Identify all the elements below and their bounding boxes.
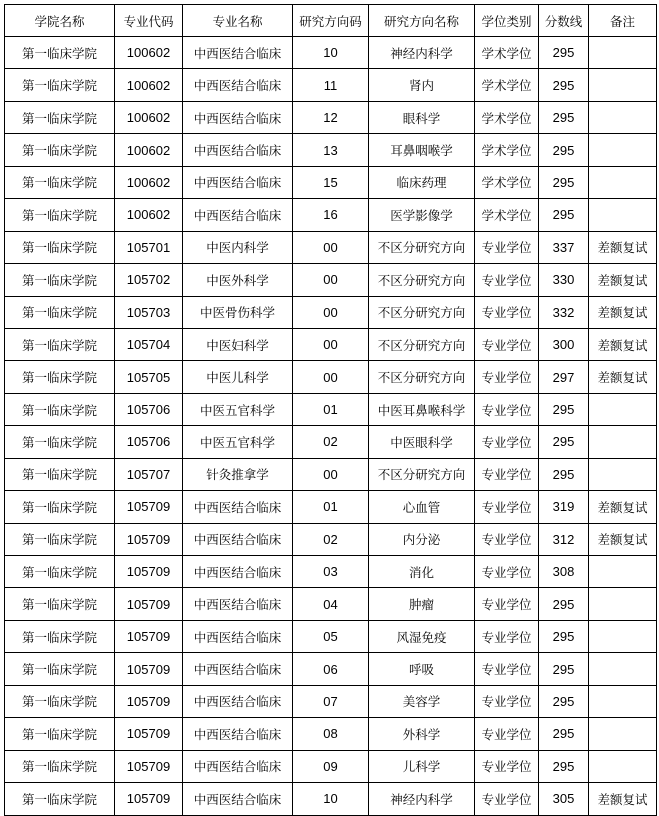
direction-code-cell: 00 [293, 361, 369, 393]
direction-name-cell: 不区分研究方向 [369, 458, 475, 490]
college-cell: 第一临床学院 [5, 296, 115, 328]
major-code-cell: 105706 [115, 426, 183, 458]
direction-code-cell: 00 [293, 458, 369, 490]
table-row [5, 620, 657, 652]
direction-code-cell: 04 [293, 588, 369, 620]
major-name-cell: 中西医结合临床 [183, 37, 293, 69]
remark-cell [589, 393, 657, 425]
college-cell: 第一临床学院 [5, 264, 115, 296]
college-cell: 第一临床学院 [5, 783, 115, 815]
header-degree-type: 学位类别 [475, 5, 539, 37]
direction-code-cell: 13 [293, 134, 369, 166]
remark-cell [589, 458, 657, 490]
direction-name-cell: 神经内科学 [369, 37, 475, 69]
major-code-cell: 100602 [115, 199, 183, 231]
college-cell: 第一临床学院 [5, 458, 115, 490]
direction-code-cell: 11 [293, 69, 369, 101]
major-code-cell: 105709 [115, 491, 183, 523]
score-line-cell: 295 [539, 588, 589, 620]
remark-cell [589, 37, 657, 69]
major-name-cell: 中西医结合临床 [183, 620, 293, 652]
remark-cell [589, 685, 657, 717]
college-cell: 第一临床学院 [5, 750, 115, 782]
major-code-cell: 105709 [115, 556, 183, 588]
header-row [5, 5, 657, 37]
remark-cell: 差额复试 [589, 523, 657, 555]
remark-cell [589, 134, 657, 166]
degree-type-cell: 学术学位 [475, 69, 539, 101]
major-code-cell: 105707 [115, 458, 183, 490]
table-body [5, 37, 657, 816]
college-cell: 第一临床学院 [5, 134, 115, 166]
major-code-cell: 100602 [115, 134, 183, 166]
degree-type-cell: 专业学位 [475, 328, 539, 360]
major-name-cell: 中西医结合临床 [183, 750, 293, 782]
score-line-cell: 295 [539, 37, 589, 69]
college-cell: 第一临床学院 [5, 199, 115, 231]
degree-type-cell: 学术学位 [475, 134, 539, 166]
direction-code-cell: 10 [293, 37, 369, 69]
major-name-cell: 中西医结合临床 [183, 653, 293, 685]
remark-cell: 差额复试 [589, 491, 657, 523]
score-line-cell: 295 [539, 199, 589, 231]
major-code-cell: 105705 [115, 361, 183, 393]
table-row [5, 588, 657, 620]
remark-cell [589, 69, 657, 101]
table-row [5, 328, 657, 360]
college-cell: 第一临床学院 [5, 393, 115, 425]
table-row [5, 199, 657, 231]
major-name-cell: 中医五官科学 [183, 426, 293, 458]
direction-name-cell: 神经内科学 [369, 783, 475, 815]
major-code-cell: 105709 [115, 523, 183, 555]
direction-code-cell: 15 [293, 166, 369, 198]
degree-type-cell: 专业学位 [475, 426, 539, 458]
degree-type-cell: 专业学位 [475, 653, 539, 685]
major-name-cell: 中医妇科学 [183, 328, 293, 360]
direction-code-cell: 12 [293, 101, 369, 133]
major-code-cell: 105709 [115, 783, 183, 815]
direction-code-cell: 16 [293, 199, 369, 231]
direction-name-cell: 肾内 [369, 69, 475, 101]
remark-cell: 差额复试 [589, 361, 657, 393]
header-major-name: 专业名称 [183, 5, 293, 37]
direction-code-cell: 08 [293, 718, 369, 750]
score-line-cell: 295 [539, 718, 589, 750]
table-row [5, 296, 657, 328]
major-code-cell: 100602 [115, 37, 183, 69]
direction-name-cell: 耳鼻咽喉学 [369, 134, 475, 166]
direction-name-cell: 中医耳鼻喉科学 [369, 393, 475, 425]
direction-name-cell: 肿瘤 [369, 588, 475, 620]
score-line-cell: 337 [539, 231, 589, 263]
direction-name-cell: 儿科学 [369, 750, 475, 782]
score-line-cell: 295 [539, 166, 589, 198]
college-cell: 第一临床学院 [5, 620, 115, 652]
college-cell: 第一临床学院 [5, 328, 115, 360]
major-code-cell: 105709 [115, 750, 183, 782]
score-line-cell: 295 [539, 458, 589, 490]
score-line-cell: 295 [539, 426, 589, 458]
college-cell: 第一临床学院 [5, 37, 115, 69]
direction-name-cell: 美容学 [369, 685, 475, 717]
direction-code-cell: 00 [293, 264, 369, 296]
remark-cell [589, 718, 657, 750]
college-cell: 第一临床学院 [5, 101, 115, 133]
direction-code-cell: 00 [293, 296, 369, 328]
degree-type-cell: 专业学位 [475, 361, 539, 393]
remark-cell [589, 588, 657, 620]
major-name-cell: 中西医结合临床 [183, 69, 293, 101]
direction-name-cell: 不区分研究方向 [369, 264, 475, 296]
major-name-cell: 中西医结合临床 [183, 199, 293, 231]
major-code-cell: 105704 [115, 328, 183, 360]
direction-code-cell: 00 [293, 328, 369, 360]
remark-cell [589, 750, 657, 782]
table-row [5, 264, 657, 296]
college-cell: 第一临床学院 [5, 523, 115, 555]
score-line-cell: 332 [539, 296, 589, 328]
degree-type-cell: 专业学位 [475, 685, 539, 717]
major-code-cell: 105701 [115, 231, 183, 263]
college-cell: 第一临床学院 [5, 653, 115, 685]
table-row [5, 166, 657, 198]
table-row [5, 37, 657, 69]
score-line-cell: 297 [539, 361, 589, 393]
major-name-cell: 中医内科学 [183, 231, 293, 263]
direction-name-cell: 医学影像学 [369, 199, 475, 231]
major-name-cell: 中西医结合临床 [183, 134, 293, 166]
degree-type-cell: 专业学位 [475, 458, 539, 490]
direction-name-cell: 不区分研究方向 [369, 231, 475, 263]
score-line-cell: 300 [539, 328, 589, 360]
college-cell: 第一临床学院 [5, 718, 115, 750]
major-name-cell: 针灸推拿学 [183, 458, 293, 490]
direction-code-cell: 09 [293, 750, 369, 782]
score-line-cell: 305 [539, 783, 589, 815]
degree-type-cell: 专业学位 [475, 620, 539, 652]
table-row [5, 361, 657, 393]
direction-name-cell: 中医眼科学 [369, 426, 475, 458]
major-code-cell: 105709 [115, 653, 183, 685]
direction-name-cell: 呼吸 [369, 653, 475, 685]
score-line-cell: 295 [539, 653, 589, 685]
remark-cell [589, 653, 657, 685]
remark-cell: 差额复试 [589, 328, 657, 360]
degree-type-cell: 学术学位 [475, 101, 539, 133]
remark-cell [589, 199, 657, 231]
direction-code-cell: 01 [293, 393, 369, 425]
direction-name-cell: 外科学 [369, 718, 475, 750]
direction-code-cell: 06 [293, 653, 369, 685]
remark-cell: 差额复试 [589, 231, 657, 263]
major-code-cell: 100602 [115, 69, 183, 101]
degree-type-cell: 专业学位 [475, 296, 539, 328]
major-name-cell: 中医儿科学 [183, 361, 293, 393]
direction-name-cell: 风湿免疫 [369, 620, 475, 652]
degree-type-cell: 学术学位 [475, 37, 539, 69]
direction-name-cell: 消化 [369, 556, 475, 588]
score-line-cell: 295 [539, 393, 589, 425]
major-name-cell: 中西医结合临床 [183, 523, 293, 555]
direction-name-cell: 眼科学 [369, 101, 475, 133]
score-line-cell: 295 [539, 620, 589, 652]
score-line-cell: 308 [539, 556, 589, 588]
table-row [5, 393, 657, 425]
score-line-cell: 295 [539, 685, 589, 717]
major-name-cell: 中西医结合临床 [183, 588, 293, 620]
major-code-cell: 105709 [115, 588, 183, 620]
college-cell: 第一临床学院 [5, 491, 115, 523]
college-cell: 第一临床学院 [5, 426, 115, 458]
college-cell: 第一临床学院 [5, 361, 115, 393]
college-cell: 第一临床学院 [5, 231, 115, 263]
remark-cell [589, 426, 657, 458]
remark-cell: 差额复试 [589, 783, 657, 815]
major-code-cell: 105709 [115, 685, 183, 717]
major-code-cell: 100602 [115, 101, 183, 133]
degree-type-cell: 专业学位 [475, 588, 539, 620]
direction-code-cell: 05 [293, 620, 369, 652]
degree-type-cell: 专业学位 [475, 523, 539, 555]
direction-name-cell: 心血管 [369, 491, 475, 523]
remark-cell [589, 556, 657, 588]
table-row [5, 718, 657, 750]
remark-cell: 差额复试 [589, 264, 657, 296]
major-name-cell: 中医骨伤科学 [183, 296, 293, 328]
major-name-cell: 中西医结合临床 [183, 783, 293, 815]
major-code-cell: 105709 [115, 718, 183, 750]
direction-name-cell: 临床药理 [369, 166, 475, 198]
major-name-cell: 中西医结合临床 [183, 491, 293, 523]
college-cell: 第一临床学院 [5, 556, 115, 588]
degree-type-cell: 专业学位 [475, 718, 539, 750]
degree-type-cell: 专业学位 [475, 556, 539, 588]
score-line-cell: 295 [539, 134, 589, 166]
degree-type-cell: 学术学位 [475, 199, 539, 231]
header-score-line: 分数线 [539, 5, 589, 37]
direction-code-cell: 10 [293, 783, 369, 815]
major-code-cell: 100602 [115, 166, 183, 198]
direction-code-cell: 02 [293, 523, 369, 555]
table-row [5, 523, 657, 555]
degree-type-cell: 专业学位 [475, 491, 539, 523]
direction-code-cell: 07 [293, 685, 369, 717]
header-direction-code: 研究方向码 [293, 5, 369, 37]
table-row [5, 231, 657, 263]
direction-code-cell: 01 [293, 491, 369, 523]
degree-type-cell: 专业学位 [475, 750, 539, 782]
college-cell: 第一临床学院 [5, 685, 115, 717]
major-name-cell: 中西医结合临床 [183, 556, 293, 588]
college-cell: 第一临床学院 [5, 588, 115, 620]
header-remark: 备注 [589, 5, 657, 37]
table-row [5, 685, 657, 717]
college-cell: 第一临床学院 [5, 166, 115, 198]
header-college: 学院名称 [5, 5, 115, 37]
degree-type-cell: 学术学位 [475, 166, 539, 198]
table-header [5, 5, 657, 37]
remark-cell: 差额复试 [589, 296, 657, 328]
score-line-cell: 330 [539, 264, 589, 296]
table-row [5, 426, 657, 458]
major-name-cell: 中西医结合临床 [183, 718, 293, 750]
direction-code-cell: 00 [293, 231, 369, 263]
score-table [4, 4, 657, 816]
score-line-cell: 295 [539, 101, 589, 133]
direction-code-cell: 03 [293, 556, 369, 588]
header-direction-name: 研究方向名称 [369, 5, 475, 37]
remark-cell [589, 101, 657, 133]
major-code-cell: 105706 [115, 393, 183, 425]
score-line-cell: 295 [539, 69, 589, 101]
college-cell: 第一临床学院 [5, 69, 115, 101]
table-row [5, 101, 657, 133]
direction-name-cell: 内分泌 [369, 523, 475, 555]
table-row [5, 69, 657, 101]
degree-type-cell: 专业学位 [475, 231, 539, 263]
score-line-cell: 319 [539, 491, 589, 523]
degree-type-cell: 专业学位 [475, 264, 539, 296]
direction-code-cell: 02 [293, 426, 369, 458]
major-name-cell: 中医外科学 [183, 264, 293, 296]
direction-name-cell: 不区分研究方向 [369, 328, 475, 360]
major-name-cell: 中西医结合临床 [183, 166, 293, 198]
degree-type-cell: 专业学位 [475, 393, 539, 425]
table-row [5, 556, 657, 588]
table-row [5, 491, 657, 523]
header-major-code: 专业代码 [115, 5, 183, 37]
major-code-cell: 105709 [115, 620, 183, 652]
remark-cell [589, 620, 657, 652]
direction-name-cell: 不区分研究方向 [369, 361, 475, 393]
direction-name-cell: 不区分研究方向 [369, 296, 475, 328]
remark-cell [589, 166, 657, 198]
table-row [5, 783, 657, 815]
table-row [5, 653, 657, 685]
degree-type-cell: 专业学位 [475, 783, 539, 815]
major-code-cell: 105702 [115, 264, 183, 296]
score-line-cell: 295 [539, 750, 589, 782]
major-name-cell: 中医五官科学 [183, 393, 293, 425]
table-row [5, 458, 657, 490]
major-code-cell: 105703 [115, 296, 183, 328]
table-row [5, 134, 657, 166]
table-row [5, 750, 657, 782]
score-line-cell: 312 [539, 523, 589, 555]
major-name-cell: 中西医结合临床 [183, 101, 293, 133]
major-name-cell: 中西医结合临床 [183, 685, 293, 717]
